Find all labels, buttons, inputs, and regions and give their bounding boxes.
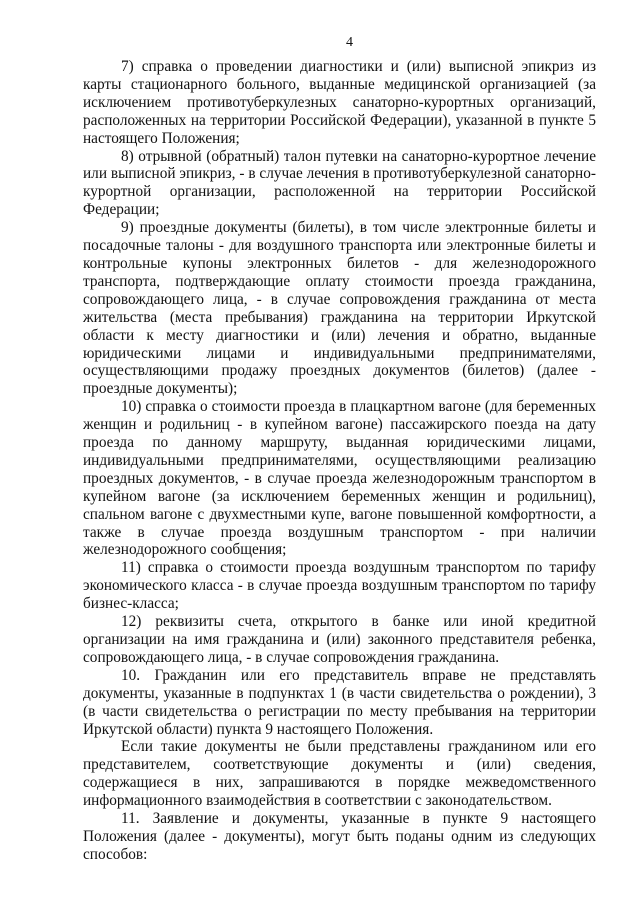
paragraph-item-9: 9) проездные документы (билеты), в том числе электронные билеты и посадочные талоны - для воздушного транспорта или электронные билеты и контрольные купоны электронных билетов - для железнодорожного транспорта, подтверждающие оплату стоимости проезда гражданина, сопровождающего лица, - в случае сопровождения гражданина от места жительства (места пребывания) гражданина на территории Иркутской области к месту диагностики и (или) лечения и обратно, выданные юридическими лицами и индивидуальными предпринимателями, осуществляющими продажу проездных документов (билетов) (далее - проездные документы); — [83, 219, 596, 398]
paragraph-item-12: 12) реквизиты счета, открытого в банке или иной кредитной организации на имя гражданина и (или) законного представителя ребенка, сопровождающего лица, - в случае сопровождения гражданина. — [83, 613, 596, 666]
page-number: 4 — [346, 35, 353, 50]
paragraph-item-10: 10) справка о стоимости проезда в плацкартном вагоне (для беременных женщин и родильниц - в купейном вагоне) пассажирского поезда на дату проезда по данному маршруту, выданная юридическими лицами, индивидуальными предпринимателями, осуществляющими реализацию проездных документов, - в случае проезда железнодорожным транспортом в купейном вагоне (за исключением беременных женщин и родильниц), спальном вагоне с двухместными купе, вагоне повышенной комфортности, а также в случае проезда воздушным транспортом - при наличии железнодорожного сообщения; — [83, 398, 596, 559]
paragraph-item-8: 8) отрывной (обратный) талон путевки на санаторно-курортное лечение или выписной эпикриз, - в случае лечения в противотуберкулезной санаторно-курортной организации, расположенной на территории Российской Федерации; — [83, 147, 596, 219]
paragraph-item-11: 11) справка о стоимости проезда воздушным транспортом по тарифу экономического класса - в случае проезда воздушным транспортом по тарифу бизнес-класса; — [83, 559, 596, 613]
paragraph-point-10: 10. Гражданин или его представитель вправе не представлять документы, указанные в подпунктах 1 (в части свидетельства о рождении), 3 (в части свидетельства о регистрации по месту пребывания на территории Иркутской области) пункта 9 настоящего Положения. — [83, 666, 596, 738]
paragraph-item-7: 7) справка о проведении диагностики и (или) выписной эпикриз из карты стационарного больного, выданные медицинской организацией (за исключением противотуберкулезных санаторно-курортных организаций, расположенных на территории Российской Федерации), указанной в пункте 5 настоящего Положения; — [83, 58, 596, 147]
paragraph-point-10-continued: Если такие документы не были представлены гражданином или его представителем, соответствующие документы и (или) сведения, содержащиеся в них, запрашиваются в порядке межведомственного информационного взаимодействия в соответствии с законодательством. — [83, 738, 596, 810]
paragraph-point-11: 11. Заявление и документы, указанные в пункте 9 настоящего Положения (далее - документы), могут быть поданы одним из следующих способов: — [83, 810, 596, 863]
